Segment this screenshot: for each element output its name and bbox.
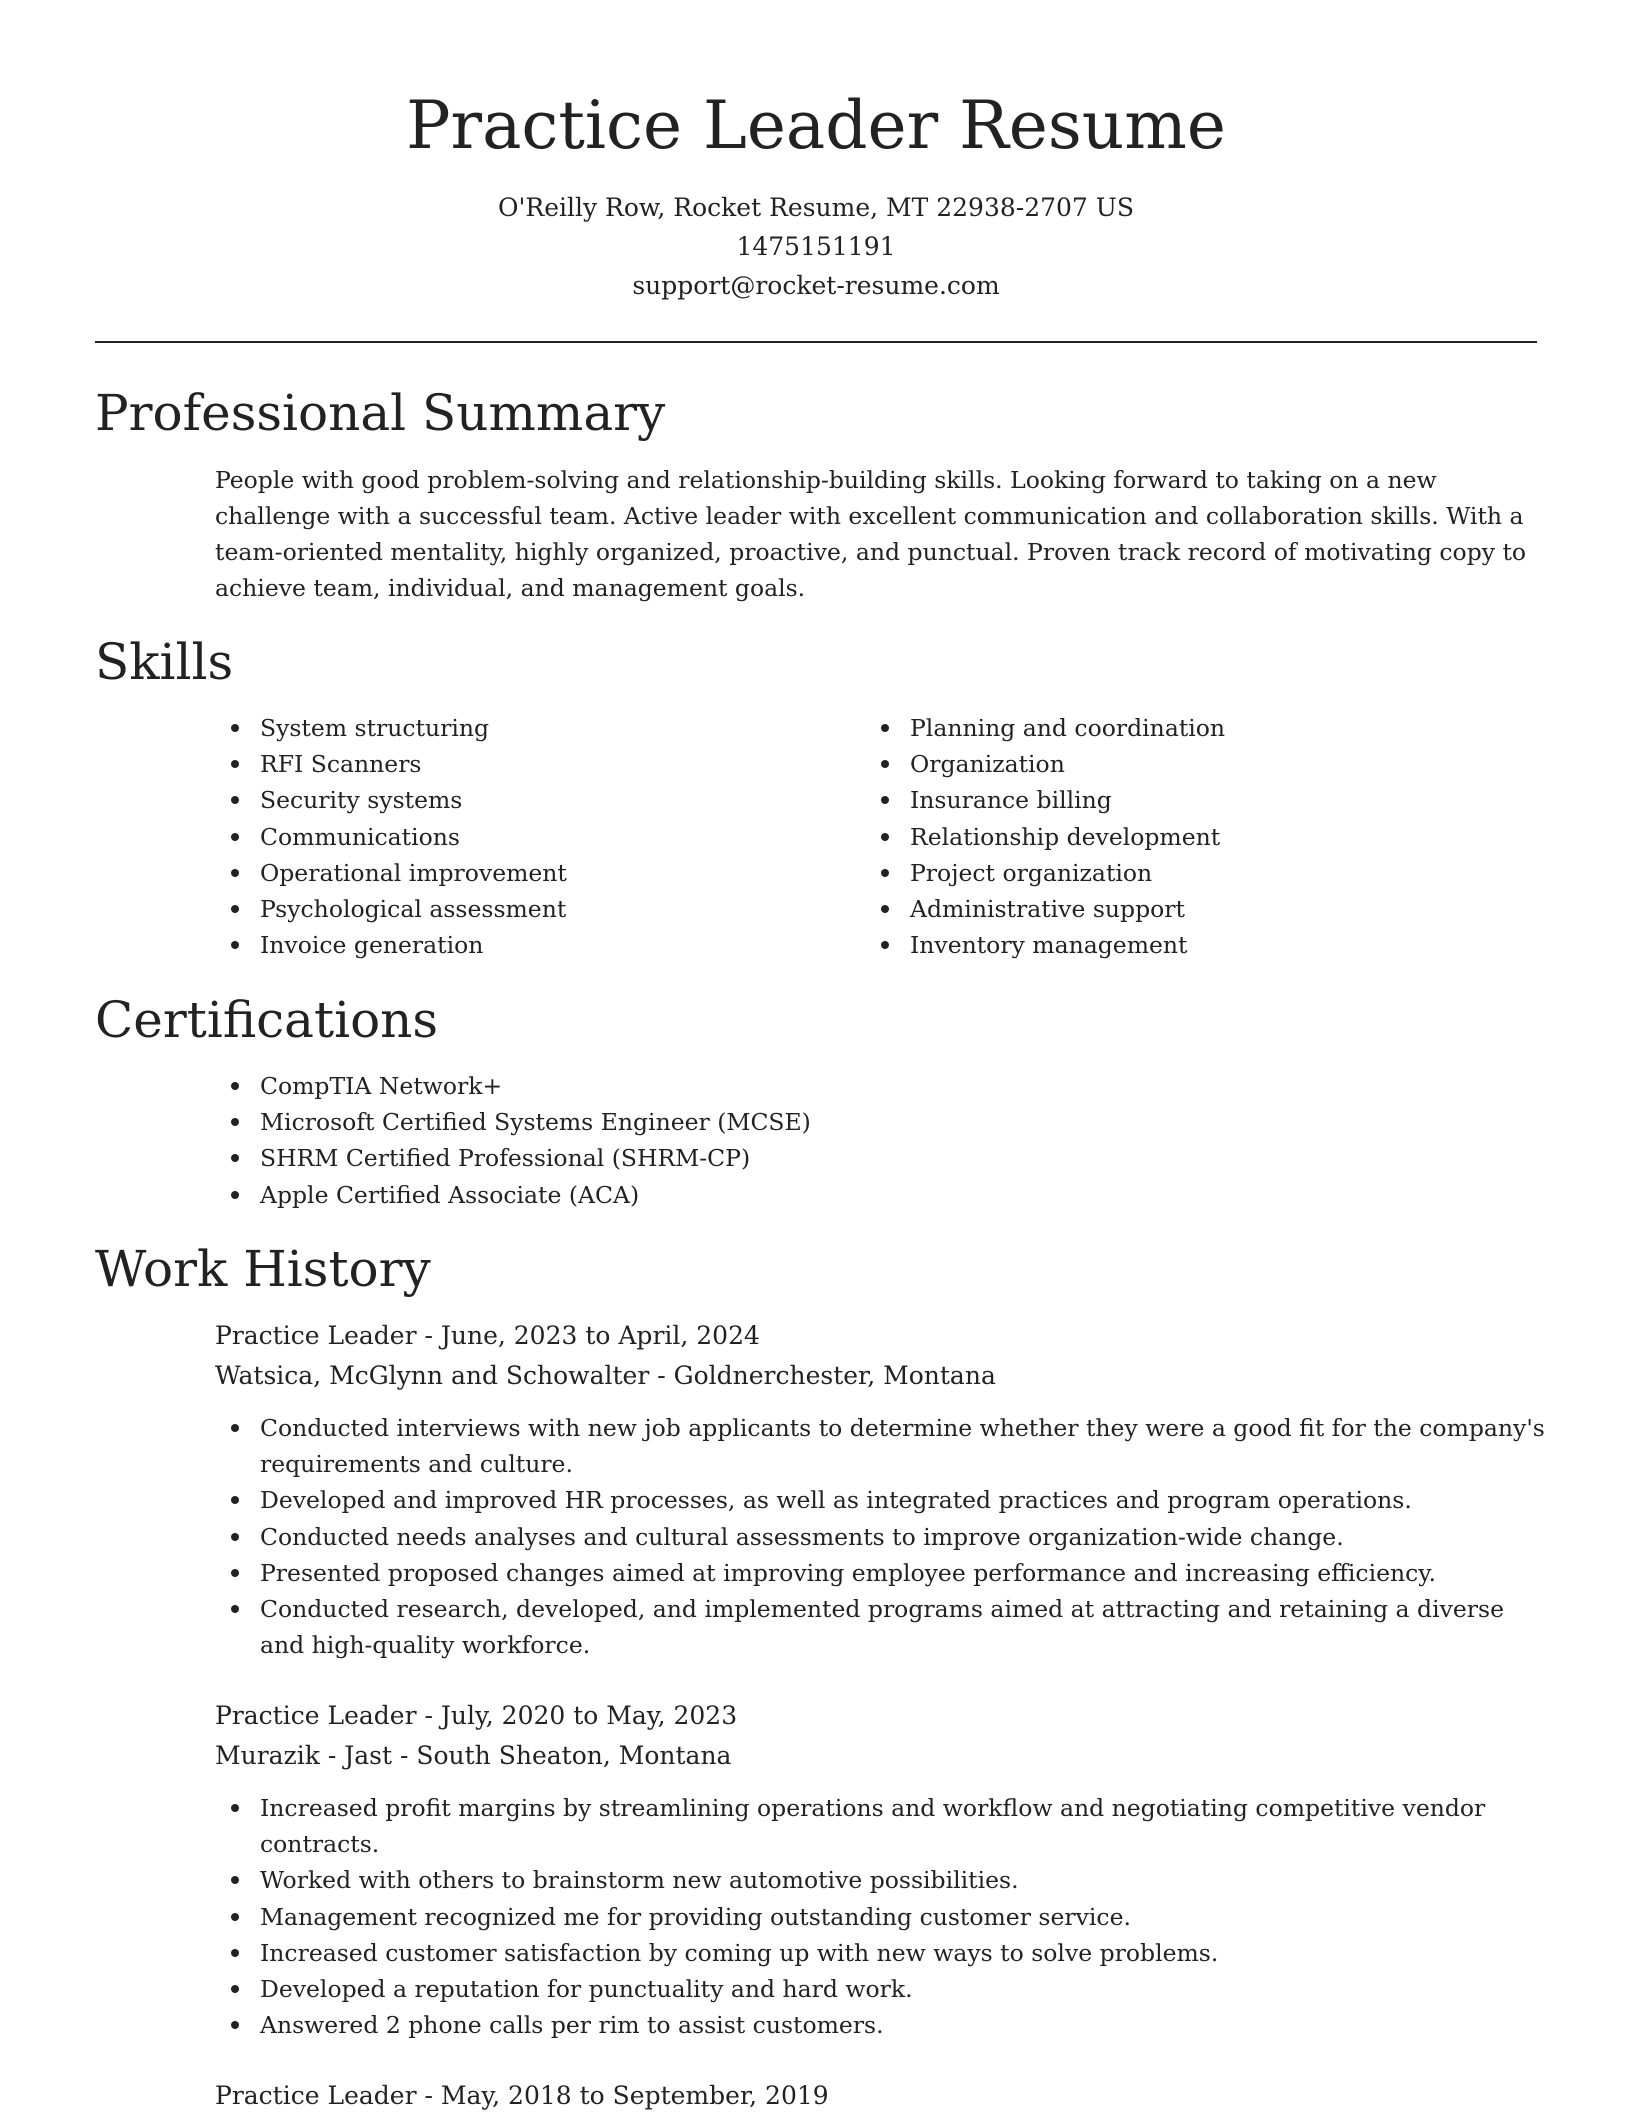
certifications-block <box>215 1068 1215 1213</box>
contact-block <box>0 188 1632 305</box>
job-duties-list <box>215 1790 1545 2043</box>
list-item: Developed and improved HR processes, as well as integrated practices and program operations. <box>215 1482 1545 1518</box>
list-item: Presented proposed changes aimed at improving employee performance and increasing efficiency. <box>215 1555 1545 1591</box>
resume-header <box>0 0 1632 305</box>
job-duties <box>215 1410 1545 1663</box>
list-item: RFI Scanners <box>215 746 815 782</box>
list-item: Worked with others to brainstorm new automotive possibilities. <box>215 1862 1545 1898</box>
summary-heading: Professional Summary <box>95 384 666 442</box>
certifications-heading: Certifications <box>95 991 439 1049</box>
job-title-line: Practice Leader - May, 2018 to September, 2019 <box>215 2081 829 2110</box>
contact-address: O'Reilly Row, Rocket Resume, MT 22938-2707 US <box>498 193 1134 222</box>
skills-column-left <box>215 710 815 963</box>
skills-column-right <box>865 710 1465 963</box>
list-item: Project organization <box>865 855 1465 891</box>
summary-text: People with good problem-solving and relationship-building skills. Looking forward to taking on a new challenge with a successful team. Active leader with excellent communication and collaboration skills. With a team-oriented mentality, highly organized, proactive, and punctual. Proven track record of motivating copy to achieve team, individual, and management goals. <box>215 466 1527 602</box>
skills-list-right <box>865 710 1465 963</box>
list-item: Inventory management <box>865 927 1465 963</box>
list-item: Psychological assessment <box>215 891 815 927</box>
resume-title: Practice Leader Resume <box>406 87 1226 164</box>
skills-list-left <box>215 710 815 963</box>
list-item: Increased profit margins by streamlining operations and workflow and negotiating competitive vendor contracts. <box>215 1790 1545 1862</box>
job-company-line: Watsica, McGlynn and Schowalter - Goldnerchester, Montana <box>215 1361 996 1390</box>
contact-phone: 1475151191 <box>736 232 896 261</box>
list-item: Microsoft Certified Systems Engineer (MCSE) <box>215 1104 1215 1140</box>
work-history-heading: Work History <box>95 1240 431 1298</box>
job-duties-list <box>215 1410 1545 1663</box>
contact-email: support@rocket-resume.com <box>632 271 1000 300</box>
job-company-line: Murazik - Jast - South Sheaton, Montana <box>215 1741 732 1770</box>
list-item: Developed a reputation for punctuality and hard work. <box>215 1971 1545 2007</box>
list-item: Organization <box>865 746 1465 782</box>
job-title-line: Practice Leader - June, 2023 to April, 2024 <box>215 1321 760 1350</box>
list-item: Administrative support <box>865 891 1465 927</box>
list-item: Management recognized me for providing outstanding customer service. <box>215 1899 1545 1935</box>
job-duties <box>215 1790 1545 2043</box>
header-divider <box>95 341 1537 343</box>
list-item: System structuring <box>215 710 815 746</box>
list-item: Conducted needs analyses and cultural assessments to improve organization-wide change. <box>215 1519 1545 1555</box>
list-item: Operational improvement <box>215 855 815 891</box>
list-item: Apple Certified Associate (ACA) <box>215 1177 1215 1213</box>
list-item: Increased customer satisfaction by coming up with new ways to solve problems. <box>215 1935 1545 1971</box>
list-item: Conducted research, developed, and implemented programs aimed at attracting and retaining a diverse and high-quality workforce. <box>215 1591 1545 1663</box>
list-item: Answered 2 phone calls per rim to assist customers. <box>215 2007 1545 2043</box>
list-item: SHRM Certified Professional (SHRM-CP) <box>215 1140 1215 1176</box>
list-item: Communications <box>215 819 815 855</box>
list-item: Planning and coordination <box>865 710 1465 746</box>
job-title-line: Practice Leader - July, 2020 to May, 2023 <box>215 1701 738 1730</box>
certifications-list <box>215 1068 1215 1213</box>
skills-heading: Skills <box>95 633 234 691</box>
list-item: Insurance billing <box>865 782 1465 818</box>
list-item: Invoice generation <box>215 927 815 963</box>
list-item: CompTIA Network+ <box>215 1068 1215 1104</box>
list-item: Security systems <box>215 782 815 818</box>
list-item: Conducted interviews with new job applicants to determine whether they were a good fit for the company's requirements and culture. <box>215 1410 1545 1482</box>
list-item: Relationship development <box>865 819 1465 855</box>
